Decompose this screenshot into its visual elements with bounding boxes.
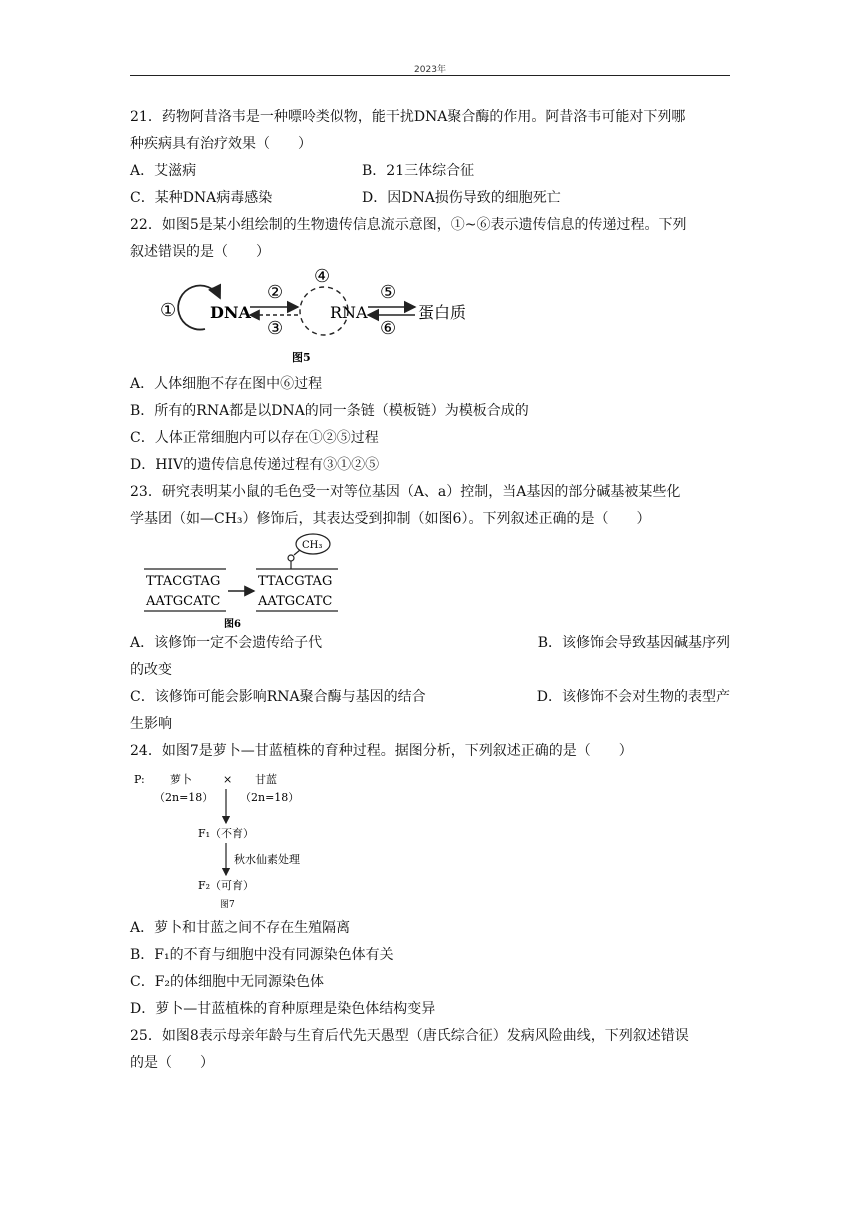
q23-option-d: D．该修饰不会对生物的表型产	[536, 689, 730, 705]
fig7-cabbage-label: 甘蓝	[255, 773, 277, 786]
q22-option-c: C．人体正常细胞内可以存在①②⑤过程	[130, 430, 379, 446]
q23-stem-line2: 学基团（如—CH₃）修饰后，其表达受到抑制（如图6）。下列叙述正确的是（ ）	[130, 511, 651, 527]
q22-option-a: A．人体细胞不存在图中⑥过程	[130, 376, 323, 392]
q22-option-b: B．所有的RNA都是以DNA的同一条链（模板链）为模板合成的	[130, 403, 529, 419]
figure-6	[130, 533, 730, 630]
q25-stem-line1: 25．如图8表示母亲年龄与生育后代先天愚型（唐氏综合征）发病风险曲线，下列叙述错误	[130, 1028, 689, 1044]
figure-7-diagram	[130, 765, 360, 915]
fig5-label-6: ⑥	[380, 318, 397, 339]
question-25	[130, 1023, 730, 1077]
figure-7	[130, 765, 730, 915]
fig7-treatment-label: 秋水仙素处理	[234, 853, 300, 866]
question-content	[130, 104, 730, 1077]
q24-option-c: C．F₂的体细胞中无同源染色体	[130, 974, 325, 990]
q23-option-a: A．该修饰一定不会遗传给子代	[130, 635, 323, 651]
question-23	[130, 479, 730, 738]
header-rule	[130, 75, 730, 76]
fig5-label-4: ④	[314, 266, 331, 287]
fig7-radish-label: 萝卜	[170, 773, 192, 786]
q23-stem-line1: 23．研究表明某小鼠的毛色受一对等位基因（A、a）控制，当A基因的部分碱基被某些化	[130, 484, 681, 500]
fig5-rna-label: RNA	[330, 303, 368, 322]
fig6-seq-bottom-modified: AATGCATC	[258, 594, 333, 609]
q23-options-row1	[130, 630, 730, 657]
fig6-ch3-label: CH₃	[302, 540, 323, 551]
fig5-label-2: ②	[267, 282, 284, 303]
fig6-bubble-pointer	[294, 550, 300, 555]
q25-stem-line2: 的是（ ）	[130, 1055, 214, 1071]
question-24	[130, 738, 730, 1023]
fig5-label-1: ①	[160, 300, 177, 321]
q23-option-b-continued: 的改变	[130, 662, 172, 678]
fig5-label-5: ⑤	[380, 282, 397, 303]
q21-option-c: C．某种DNA病毒感染	[130, 190, 273, 206]
q21-option-d: D．因DNA损伤导致的细胞死亡	[362, 190, 561, 206]
q24-option-a: A．萝卜和甘蓝之间不存在生殖隔离	[130, 920, 351, 936]
fig6-seq-bottom: AATGCATC	[146, 594, 221, 609]
fig7-f1-label: F₁（不育）	[198, 827, 255, 840]
q23-options-row2	[130, 684, 730, 711]
fig7-f2-label: F₂（可育）	[198, 879, 255, 892]
q24-stem-line1: 24．如图7是萝卜—甘蓝植株的育种过程。据图分析，下列叙述正确的是（ ）	[130, 743, 633, 759]
q23-option-c: C．该修饰可能会影响RNA聚合酶与基因的结合	[130, 689, 426, 705]
fig5-caption: 图5	[292, 351, 311, 364]
q21-option-b: B．21三体综合征	[362, 163, 475, 179]
question-21	[130, 104, 730, 212]
fig6-methyl-node	[288, 555, 294, 561]
fig5-label-3: ③	[267, 318, 284, 339]
fig6-caption: 图6	[224, 619, 241, 630]
q21-option-a: A．艾滋病	[130, 163, 197, 179]
question-22	[130, 212, 730, 479]
fig6-seq-top-modified: TTACGTAG	[258, 574, 333, 589]
q22-option-d: D．HIV的遗传信息传递过程有③①②⑤	[130, 457, 380, 473]
q22-stem-line2: 叙述错误的是（ ）	[130, 244, 270, 260]
fig7-p-label: P:	[134, 773, 145, 786]
fig5-protein-label: 蛋白质	[418, 303, 467, 322]
page-header: 2023年	[414, 65, 446, 75]
q24-option-d: D．萝卜—甘蓝植株的育种原理是染色体结构变异	[130, 1001, 436, 1017]
fig7-cabbage-chromosome: （2n=18）	[240, 791, 300, 804]
q23-option-b: B．该修饰会导致基因碱基序列	[537, 635, 730, 651]
q21-stem-line1: 21．药物阿昔洛韦是一种嘌呤类似物，能干扰DNA聚合酶的作用。阿昔洛韦可能对下列哪	[130, 109, 686, 125]
q21-options-row1	[130, 158, 730, 185]
q21-stem-line2: 种疾病具有治疗效果（ ）	[130, 136, 312, 152]
fig7-radish-chromosome: （2n=18）	[154, 791, 214, 804]
q21-options-row2	[130, 185, 730, 212]
fig7-cross-symbol: ×	[223, 773, 233, 786]
figure-5	[130, 266, 730, 371]
figure-6-diagram	[130, 533, 360, 630]
q24-option-b: B．F₁的不育与细胞中没有同源染色体有关	[130, 947, 394, 963]
fig6-seq-top: TTACGTAG	[146, 574, 221, 589]
q22-stem-line1: 22．如图5是某小组绘制的生物遗传信息流示意图，①~⑥表示遗传信息的传递过程。下列	[130, 217, 687, 233]
fig7-caption: 图7	[220, 900, 235, 910]
fig5-dna-label: DNA	[210, 303, 251, 322]
q23-option-d-continued: 生影响	[130, 716, 172, 732]
figure-5-diagram	[130, 266, 490, 371]
